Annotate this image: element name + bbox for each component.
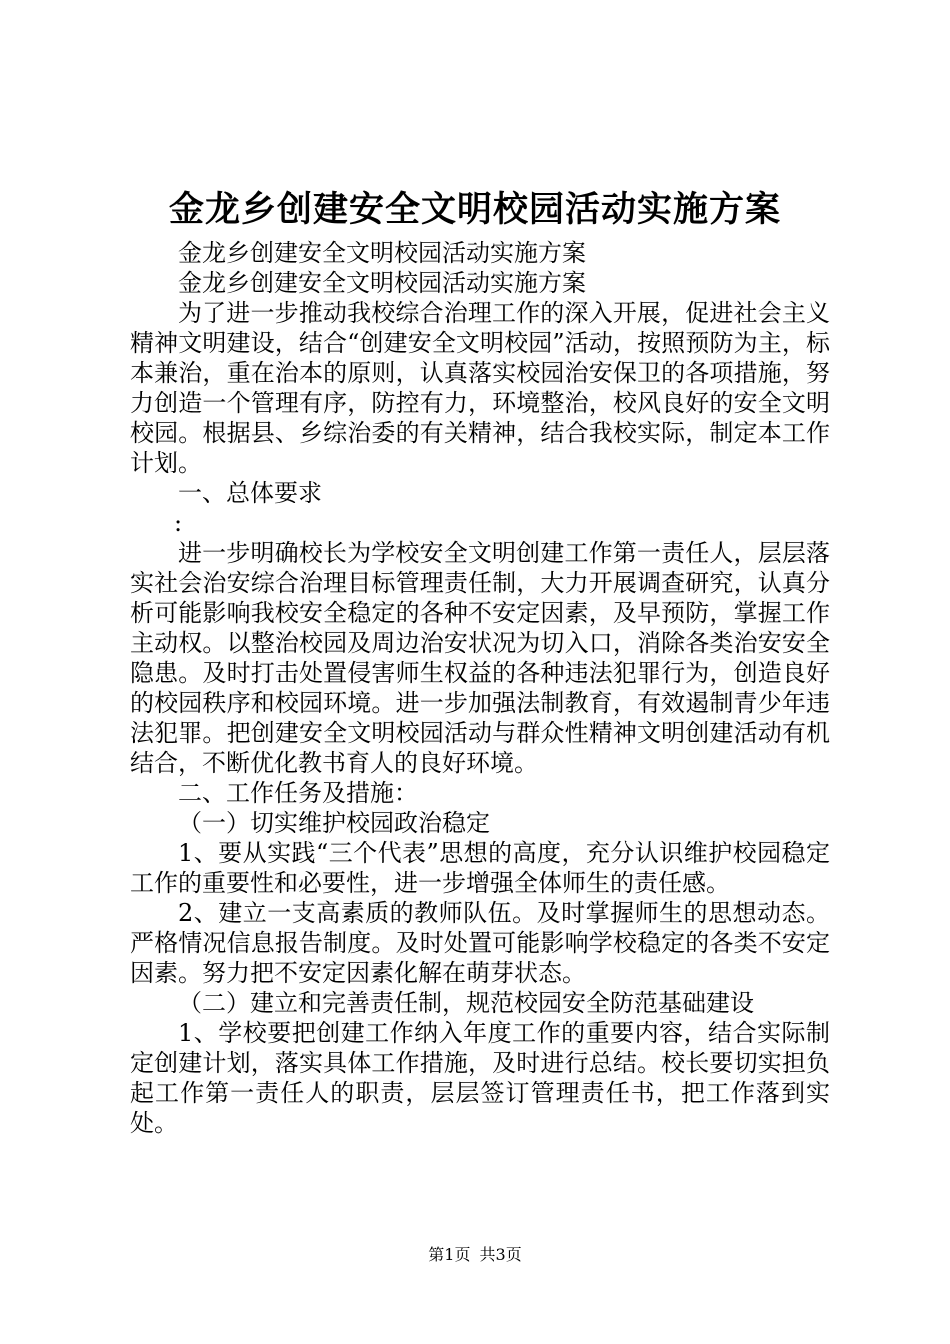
paragraph-requirements: 进一步明确校长为学校安全文明创建工作第一责任人，层层落实社会治安综合治理目标管理责任制，大力开展调查研究，认真分析可能影响我校安全稳定的各种不安定因素，及早预防，掌握工作主动权。以整治校园及周边治安状况为切入口，消除各类治安安全隐患。及时打击处置侵害师生权益的各种违法犯罪行为，创造良好的校园秩序和校园环境。进一步加强法制教育，有效遏制青少年违法犯罪。把创建安全文明校园活动与群众性精神文明创建活动有机结合，不断优化教书育人的良好环境。 [130, 539, 830, 777]
paragraph-subtitle-1: 金龙乡创建安全文明校园活动实施方案 [178, 239, 586, 267]
page-footer [0, 1244, 950, 1266]
section-heading-1: 一、总体要求 [178, 479, 322, 507]
page-number: 第1页 [428, 1245, 471, 1264]
paragraph-intro: 为了进一步推动我校综合治理工作的深入开展，促进社会主义精神文明建设，结合“创建安全文明校园”活动，按照预防为主，标本兼治，重在治本的原则，认真落实校园治安保卫的各项措施，努力创造一个管理有序，防控有力，环境整治，校风良好的安全文明校园。根据县、乡综治委的有关精神，结合我校实际，制定本工作计划。 [130, 299, 830, 477]
section-heading-2: 二、工作任务及措施： [178, 779, 418, 807]
paragraph-item-2-1: 1、学校要把创建工作纳入年度工作的重要内容，结合实际制定创建计划，落实具体工作措施，及时进行总结。校长要切实担负起工作第一责任人的职责，层层签订管理责任书，把工作落到实处。 [130, 1019, 830, 1137]
document-title: 金龙乡创建安全文明校园活动实施方案 [168, 189, 781, 230]
document-body [130, 238, 830, 1138]
paragraph-item-1-2: 2、建立一支高素质的教师队伍。及时掌握师生的思想动态。严格情况信息报告制度。及时处置可能影响学校稳定的各类不安定因素。努力把不安定因素化解在萌芽状态。 [130, 899, 830, 987]
subsection-heading-2: （二）建立和完善责任制，规范校园安全防范基础建设 [178, 989, 754, 1017]
subsection-heading-1: （一）切实维护校园政治稳定 [178, 809, 490, 837]
paragraph-item-1-1: 1、要从实践“三个代表”思想的高度，充分认识维护校园稳定工作的重要性和必要性，进一步增强全体师生的责任感。 [130, 839, 830, 897]
paragraph-subtitle-2: 金龙乡创建安全文明校园活动实施方案 [178, 269, 586, 297]
page-total: 共3页 [479, 1245, 522, 1264]
paragraph-colon: : [174, 509, 183, 537]
